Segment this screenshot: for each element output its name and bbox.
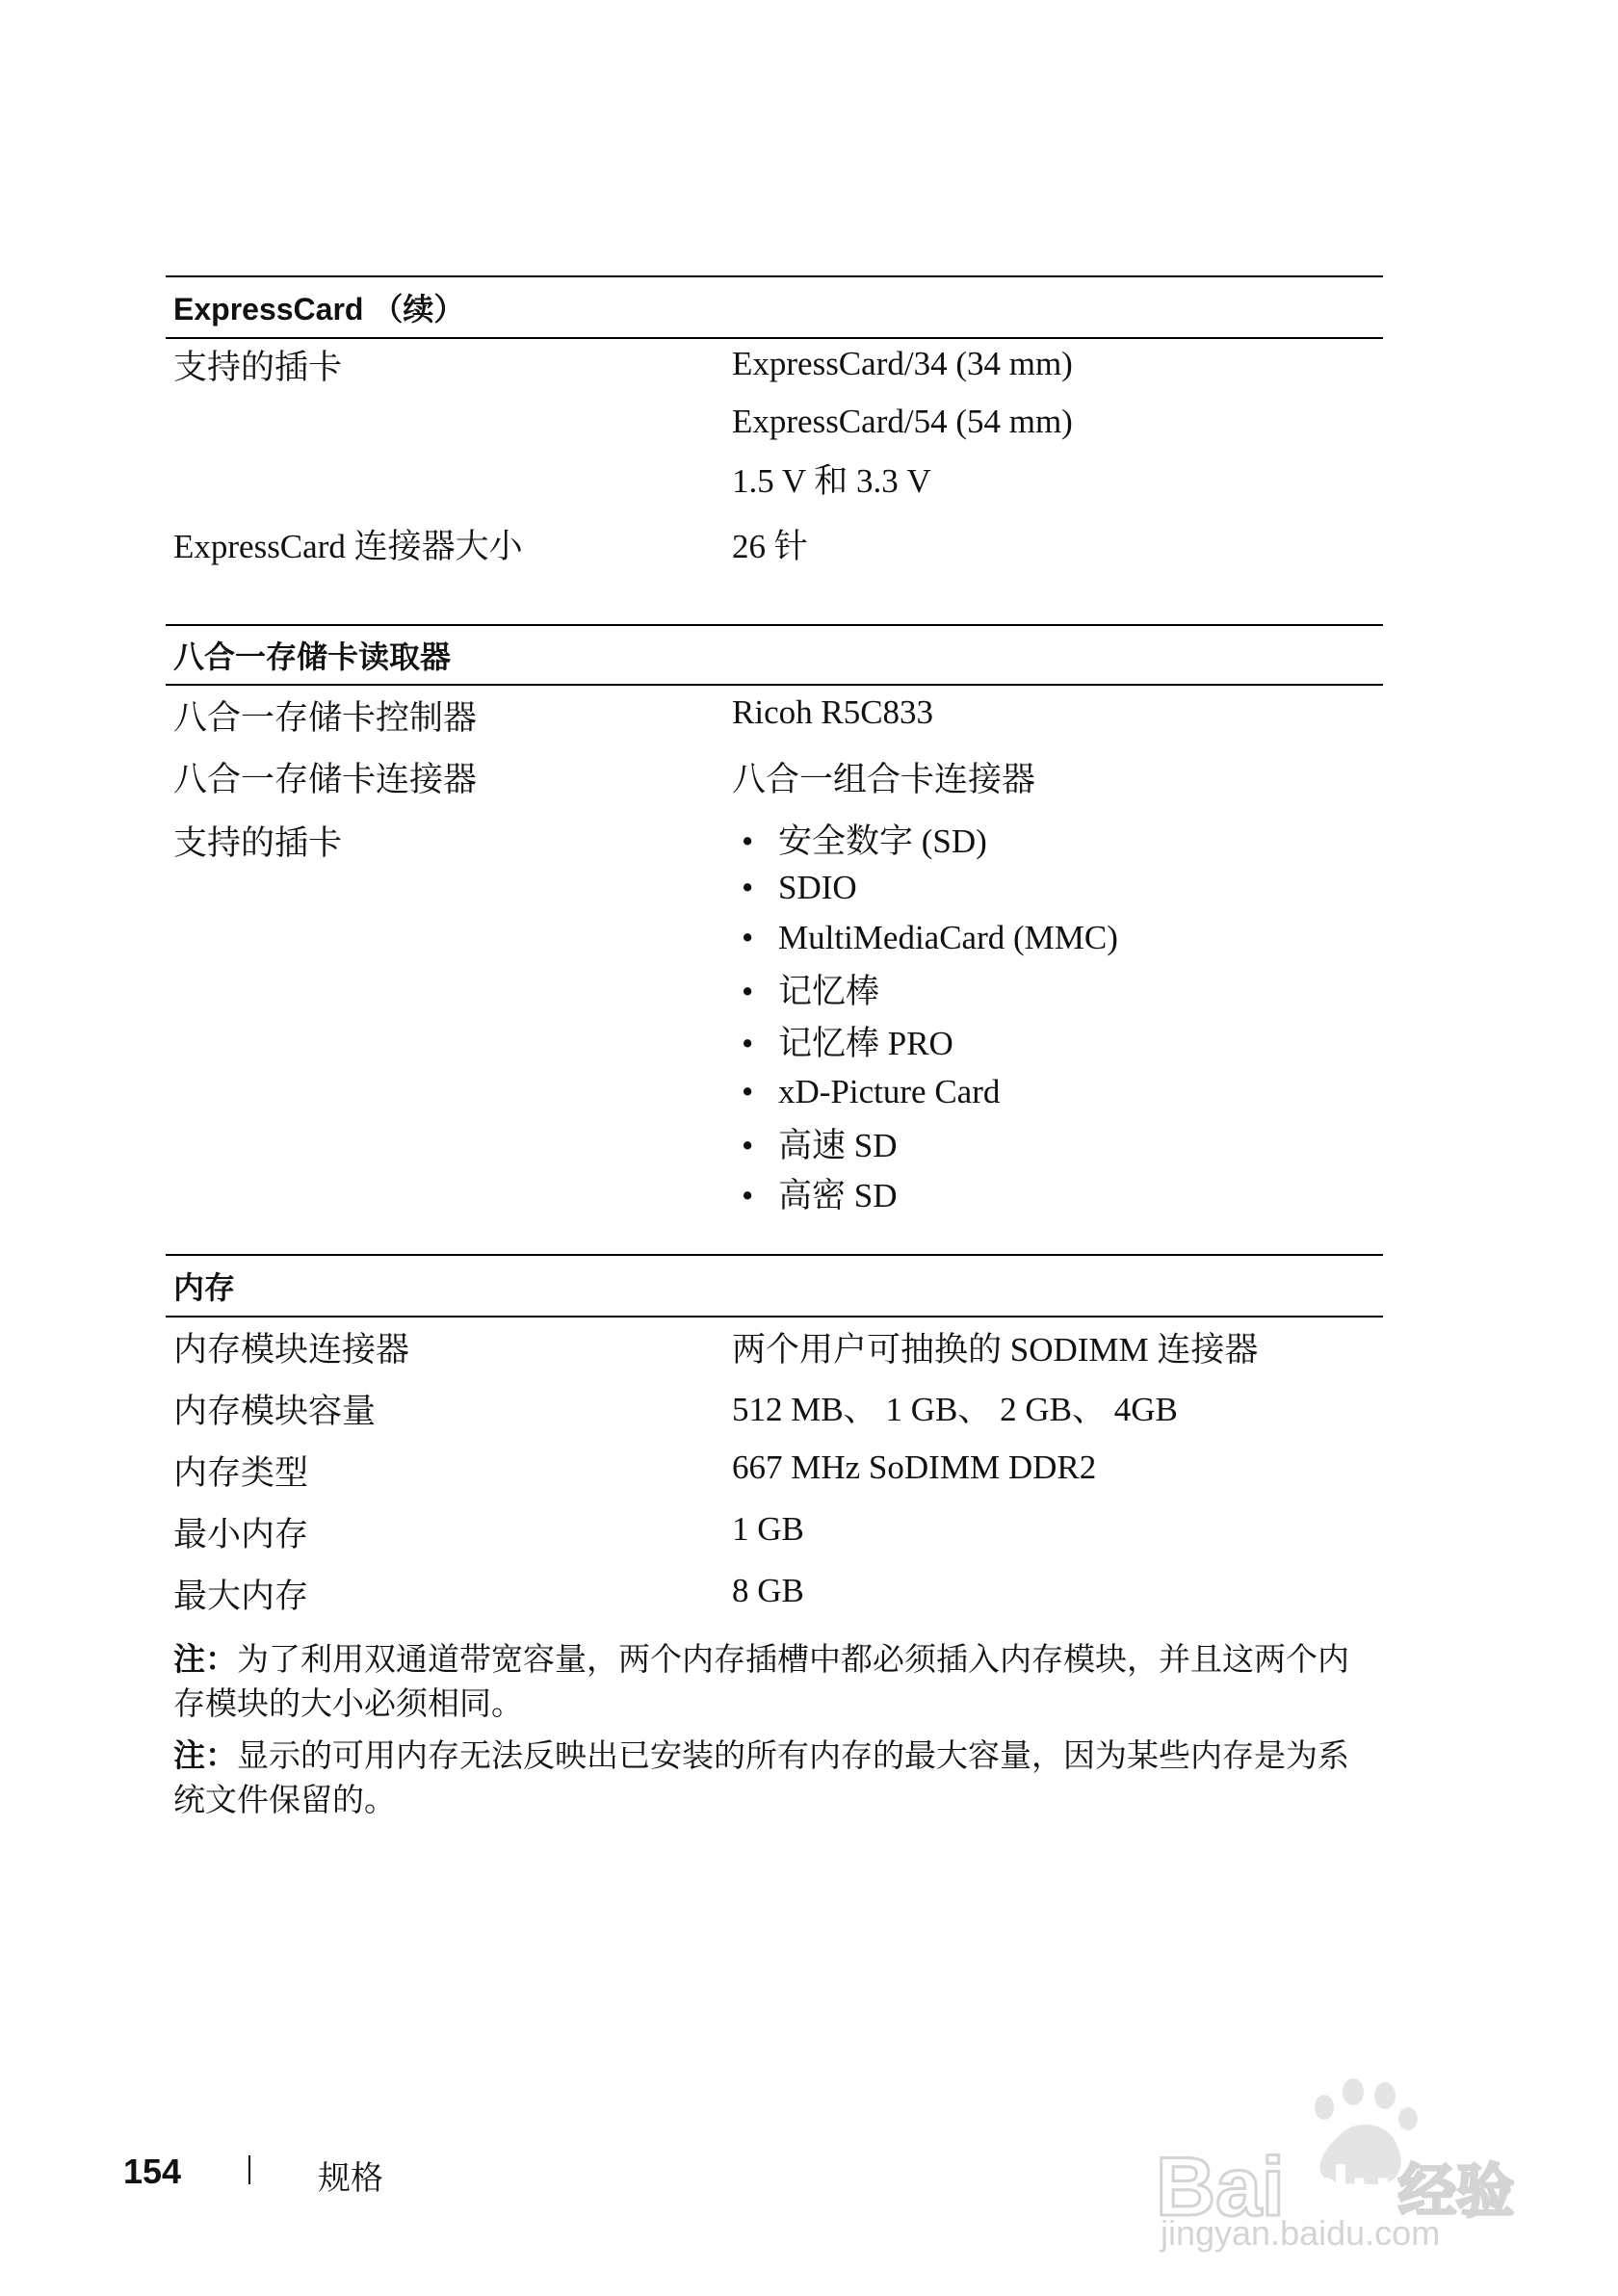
section-header-expresscard: ExpressCard （续） (166, 275, 1383, 339)
spec-label: 最大内存 (173, 1578, 309, 1615)
bullet-item: • 记忆棒 PRO (742, 1025, 953, 1062)
spec-label: 内存模块容量 (173, 1393, 377, 1430)
spec-label: ExpressCard 连接器大小 (173, 528, 523, 565)
note-paragraph (173, 1637, 1377, 1726)
footer-section-title: 规格 (318, 2160, 383, 2197)
spec-label: 八合一存储卡控制器 (173, 699, 478, 737)
spec-value: 26 针 (732, 528, 808, 565)
spec-value: 1 GB (732, 1510, 804, 1548)
bullet-item: • SDIO (742, 869, 857, 906)
spec-label: 八合一存储卡连接器 (173, 761, 478, 798)
spec-label: 支持的插卡 (173, 824, 343, 862)
spec-value: Ricoh R5C833 (732, 693, 934, 731)
section-header-memory: 内存 (166, 1254, 1383, 1318)
bullet-item: • xD-Picture Card (742, 1073, 1001, 1110)
watermark-url: jingyan.baidu.com (1161, 2213, 1441, 2253)
section-header-card-reader: 八合一存储卡读取器 (166, 624, 1383, 686)
spec-label: 内存模块连接器 (173, 1331, 410, 1369)
spec-value: 8 GB (732, 1572, 804, 1609)
spec-value: 1.5 V 和 3.3 V (732, 462, 931, 500)
spec-label: 最小内存 (173, 1516, 309, 1553)
footer-divider (248, 2155, 250, 2184)
svg-text:Bai: Bai (1156, 2141, 1285, 2233)
spec-value: 667 MHz SoDIMM DDR2 (732, 1448, 1097, 1486)
page-number: 154 (123, 2152, 182, 2191)
note-label: 注： (173, 1737, 237, 1773)
svg-text:经验: 经验 (1398, 2158, 1514, 2226)
bullet-item: • 高速 SD (742, 1127, 898, 1164)
note-text: 为了利用双通道带宽容量，两个内存插槽中都必须插入内存模块，并且这两个内存模块的大小必须相同。 (173, 1641, 1349, 1721)
spec-value: ExpressCard/34 (34 mm) (732, 345, 1073, 382)
bullet-item: • MultiMediaCard (MMC) (742, 919, 1118, 956)
note-label: 注： (173, 1641, 237, 1677)
bullet-item: • 安全数字 (SD) (742, 822, 987, 860)
spec-value: 八合一组合卡连接器 (732, 761, 1036, 798)
spec-label: 内存类型 (173, 1454, 309, 1492)
note-paragraph (173, 1734, 1377, 1822)
svg-text:du: du (1308, 2153, 1393, 2231)
spec-value: 两个用户可抽换的 SODIMM 连接器 (732, 1331, 1259, 1369)
note-text: 显示的可用内存无法反映出已安装的所有内存的最大容量，因为某些内存是为系统文件保留的。 (173, 1737, 1349, 1817)
bullet-item: • 记忆棒 (742, 973, 880, 1010)
spec-value: 512 MB、 1 GB、 2 GB、 4GB (732, 1391, 1178, 1428)
spec-value: ExpressCard/54 (54 mm) (732, 403, 1073, 440)
bullet-item: • 高密 SD (742, 1177, 898, 1214)
spec-label: 支持的插卡 (173, 349, 343, 386)
